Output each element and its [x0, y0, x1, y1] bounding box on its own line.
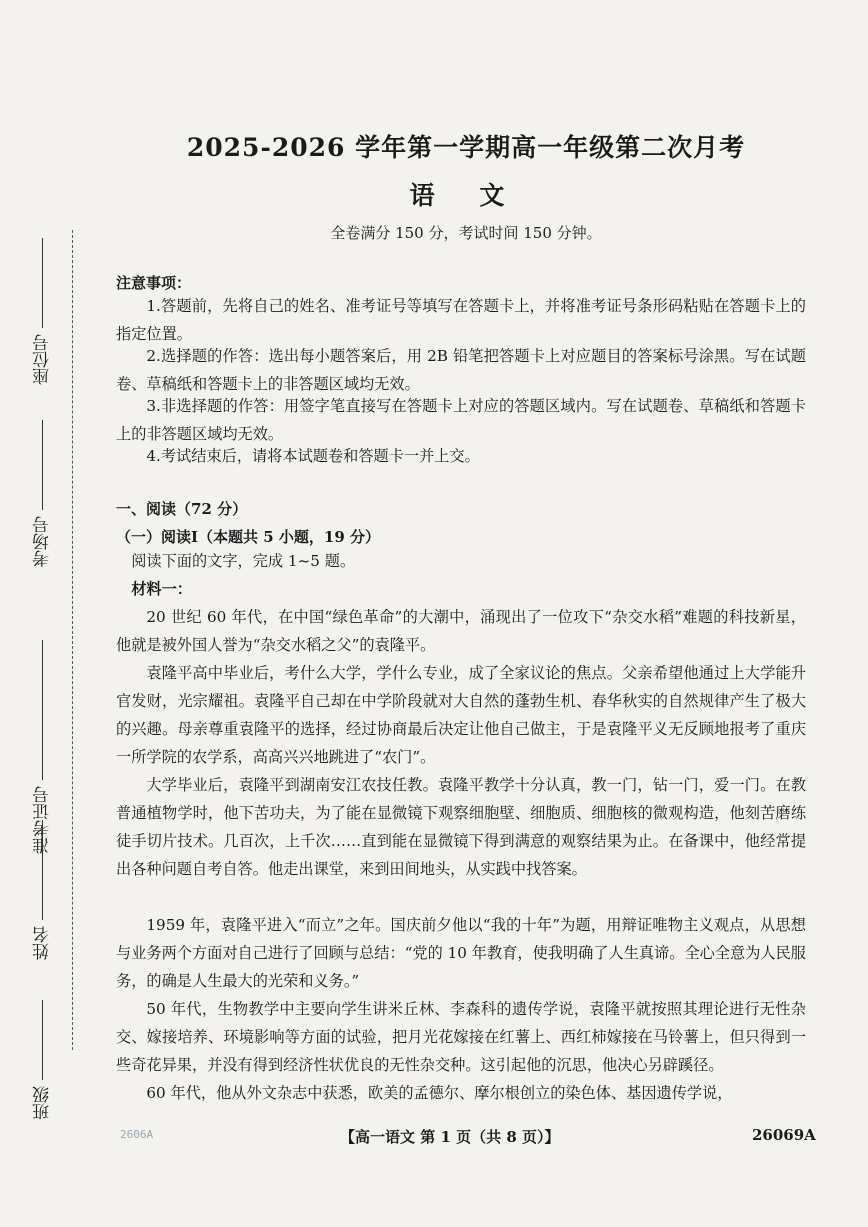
class-label: 班级	[32, 1086, 53, 1120]
exam-meta: 全卷满分 150 分，考试时间 150 分钟。	[330, 224, 602, 242]
name-field	[22, 820, 62, 960]
section-sub-heading: （一）阅读Ⅰ（本题共 5 小题，19 分）	[116, 528, 380, 546]
notice-item-2: 2.选择题的作答：选出每小题答案后，用 2B 铅笔把答题卡上对应题目的答案标号涂黑。写在试题卷、草稿纸和答题卡上的非答题区域均无效。	[116, 347, 806, 393]
notice-item-3: 3.非选择题的作答：用签字笔直接写在答题卡上对应的答题区域内。写在试题卷、草稿纸和答题卡上的非答题区域均无效。	[116, 397, 806, 443]
section-instruction: 阅读下面的文字，完成 1~5 题。	[131, 552, 356, 570]
name-blank	[42, 820, 43, 920]
notice-item-1: 1.答题前，先将自己的姓名、准考证号等填写在答题卡上，并将准考证号条形码粘贴在答题卡上的指定位置。	[116, 297, 806, 343]
notice-heading: 注意事项：	[116, 274, 192, 292]
passage-paragraph: 60 年代，他从外文杂志中获悉，欧美的孟德尔、摩尔根创立的染色体、基因遗传学说，	[146, 1084, 733, 1102]
passage-paragraph: 50 年代，生物教学中主要向学生讲米丘林、李森科的遗传学说，袁隆平就按照其理论进行无性杂交、嫁接培养、环境影响等方面的试验，把月光花嫁接在红薯上、西红柿嫁接在马铃薯上，但只得到一些奇花异果，并没有得到经济性状优良的无性杂交种。这引起他的沉思，他决心另辟蹊径。	[116, 1000, 806, 1074]
paper-code: 26069A	[752, 1126, 816, 1144]
passage-paragraph: 1959 年，袁隆平进入“而立”之年。国庆前夕他以“我的十年”为题，用辩证唯物主义观点，从思想与业务两个方面对自己进行了回顾与总结：“党的 10 年教育，使我明确了人生真谛。全心全意为人民服务，的确是人生最大的光荣和义务。”	[116, 916, 806, 990]
notice-item-4: 4.考试结束后，请将本试题卷和答题卡一并上交。	[146, 447, 480, 465]
passage-paragraph: 袁隆平高中毕业后，考什么大学，学什么专业，成了全家议论的焦点。父亲希望他通过上大学能升官发财，光宗耀祖。袁隆平自己却在中学阶段就对大自然的蓬勃生机、春华秋实的自然规律产生了极大的兴趣。母亲尊重袁隆平的选择，经过协商最后决定让他自己做主，于是袁隆平义无反顾地报考了重庆一所学院的农学系，高高兴兴地跳进了“农门”。	[116, 664, 806, 766]
class-blank	[42, 1000, 43, 1080]
page-number: 【高一语文 第 1 页（共 8 页）】	[340, 1128, 560, 1146]
scan-stamp: 2606A	[120, 1128, 154, 1141]
class-field	[22, 1000, 62, 1120]
exam-room-field	[22, 420, 62, 567]
seat-number-field	[22, 238, 62, 385]
exam-room-blank	[42, 420, 43, 510]
exam-title: 2025-2026 学年第一学期高一年级第二次月考	[186, 133, 746, 162]
subject-title: 语 文	[409, 181, 523, 210]
passage-paragraph: 大学毕业后，袁隆平到湖南安江农技任教。袁隆平教学十分认真，教一门，钻一门，爱一门。在教普通植物学时，他下苦功夫，为了能在显微镜下观察细胞壁、细胞质、细胞核的微观构造，他刻苦磨练徒手切片技术。几百次，上千次……直到能在显微镜下得到满意的观察结果为止。在备课中，他经常提出各种问题自考自答。他走出课堂，来到田间地头，从实践中找答案。	[116, 776, 806, 878]
name-label: 姓名	[32, 926, 53, 960]
ticket-number-label: 准考证号	[32, 786, 53, 854]
material-label: 材料一：	[131, 580, 192, 598]
exam-room-label: 考场号	[32, 516, 53, 567]
section-part-heading: 一、阅读（72 分）	[116, 500, 248, 518]
ticket-number-blank	[42, 640, 43, 780]
seat-number-blank	[42, 238, 43, 328]
seat-number-label: 座位号	[32, 334, 53, 385]
passage-paragraph: 20 世纪 60 年代，在中国“绿色革命”的大潮中，涌现出了一位攻下“杂交水稻”难题的科技新星，他就是被外国人誉为“杂交水稻之父”的袁隆平。	[116, 608, 806, 654]
binding-dashed-line	[72, 230, 73, 1050]
